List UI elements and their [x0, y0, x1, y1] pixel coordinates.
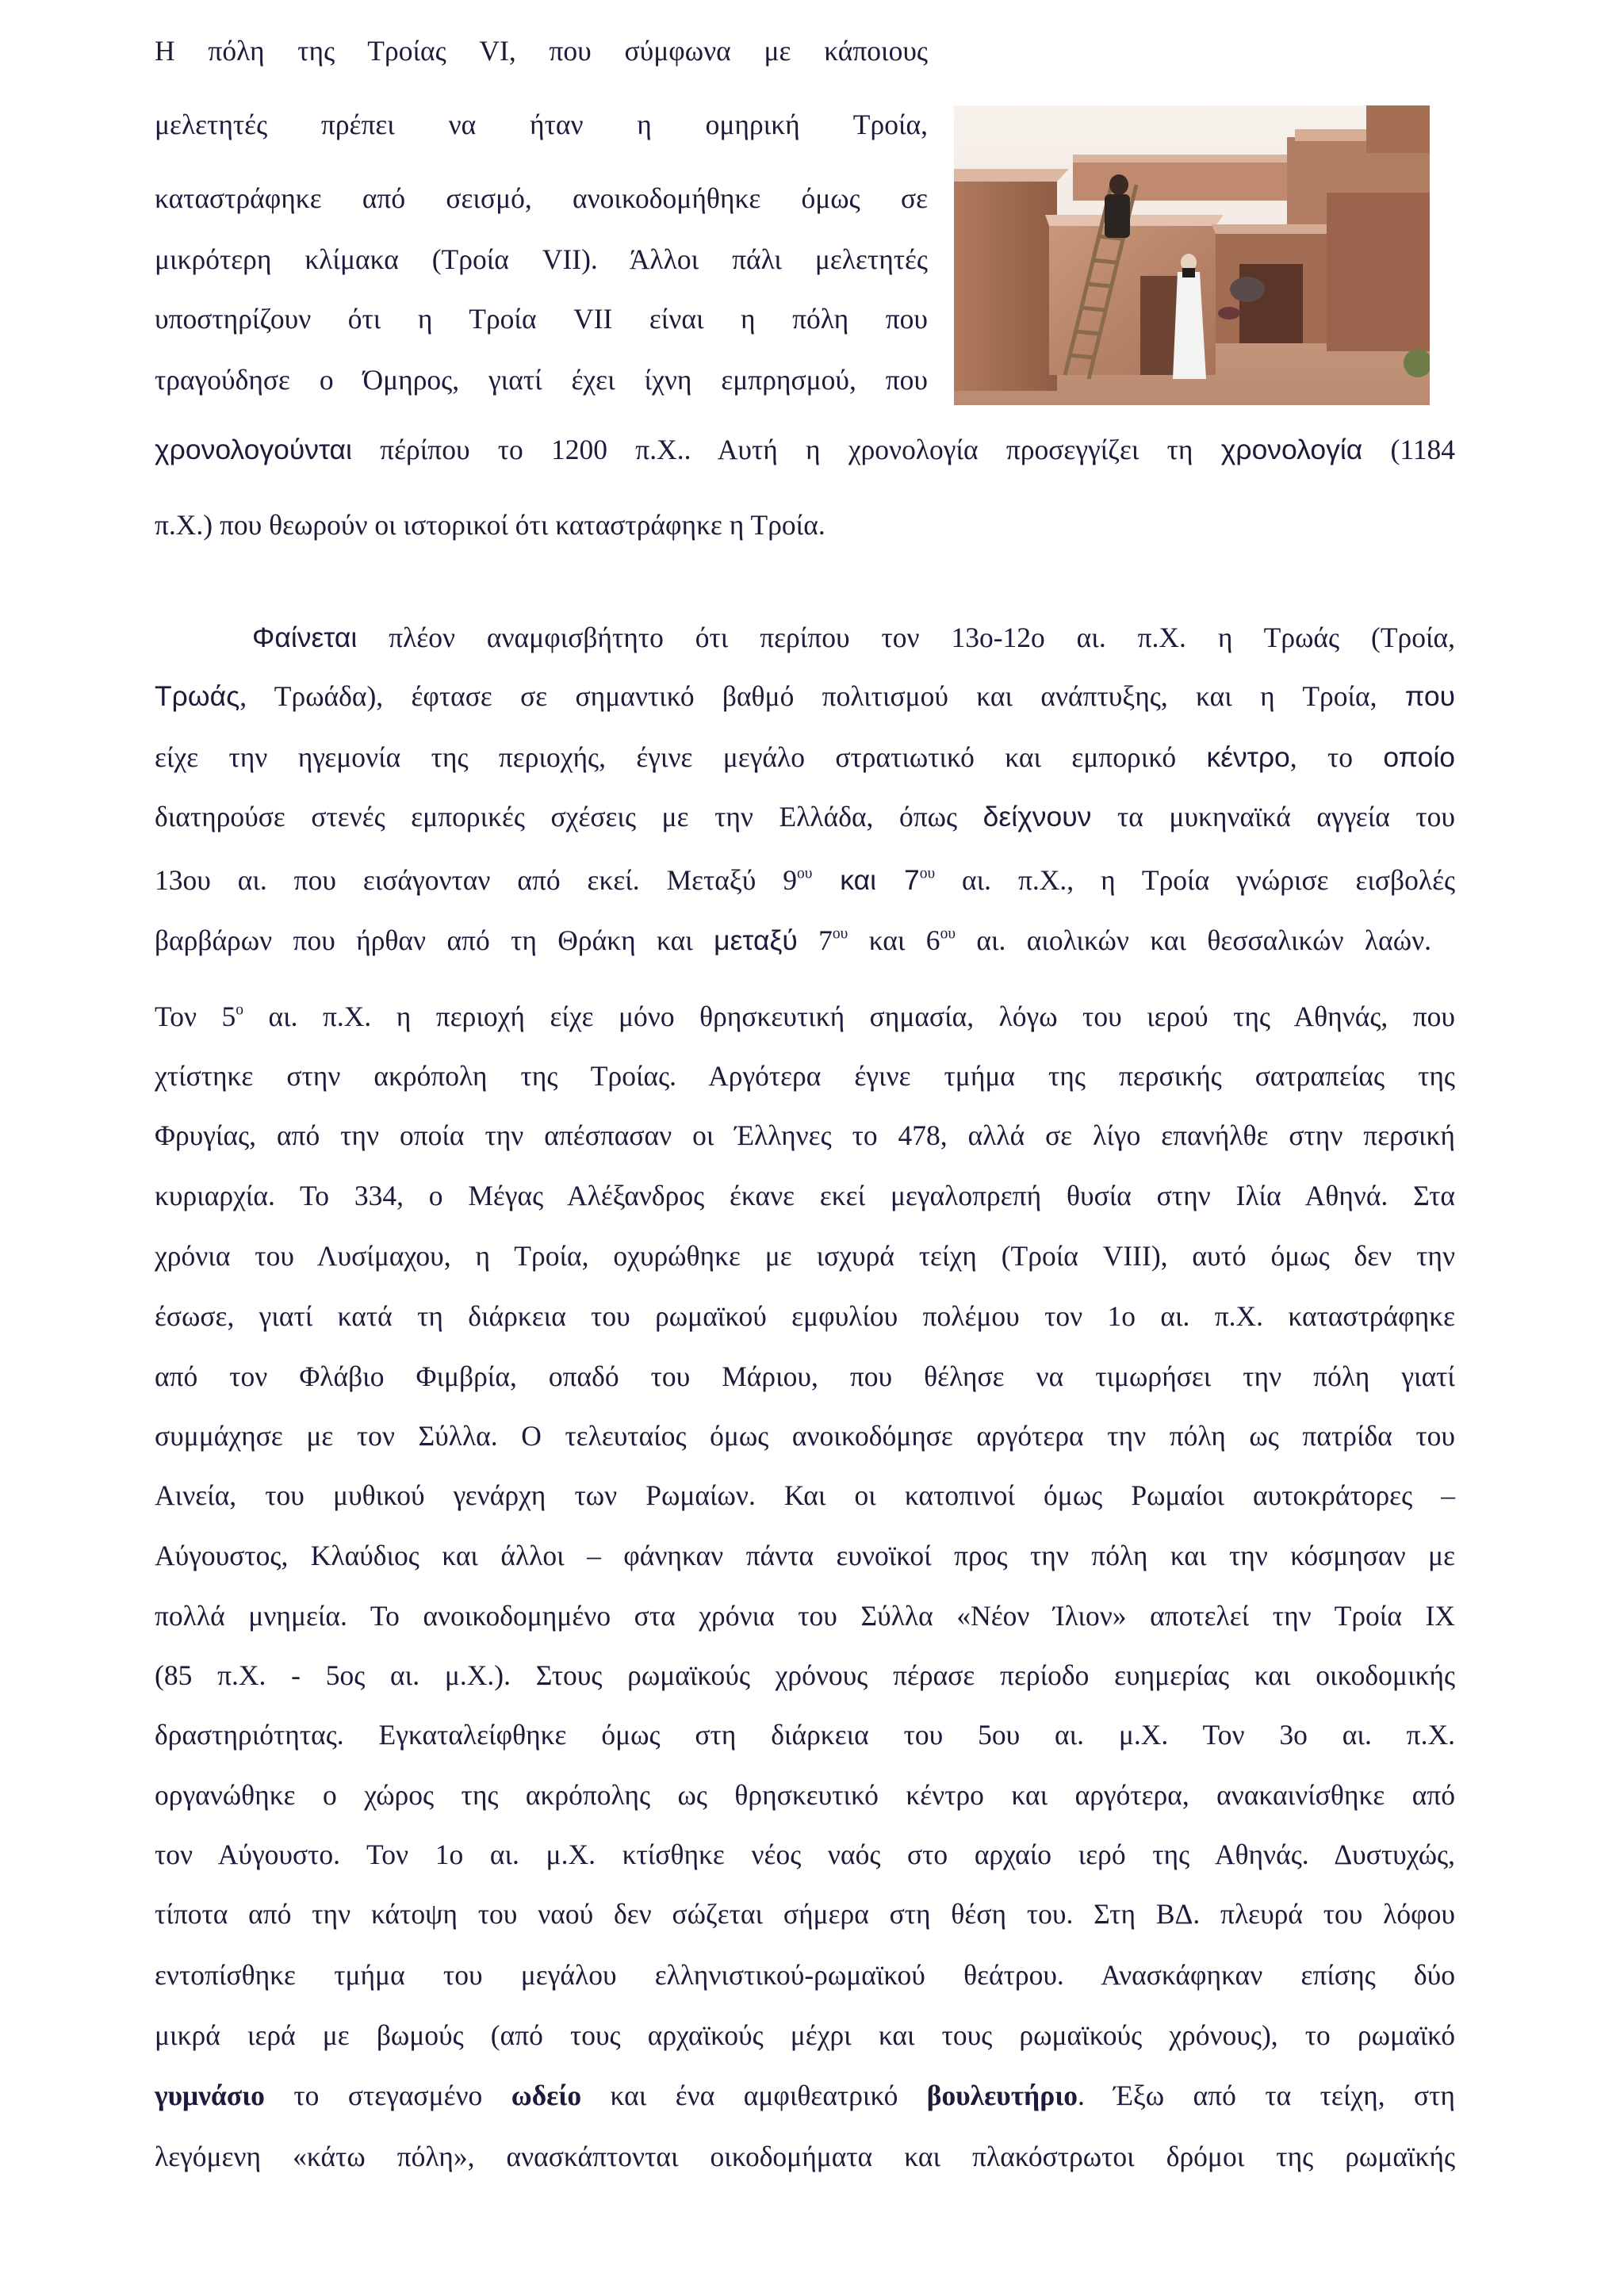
term-vouleftirio: βουλευτήριο — [926, 2080, 1078, 2111]
para2-line-6-g: αι. αιολικών και θεσσαλικών λαών. — [955, 924, 1432, 956]
para2-line-3-d: οποίο — [1383, 741, 1455, 773]
para1-line-7 — [155, 436, 1455, 465]
para2-line-3-c: , το — [1289, 741, 1384, 773]
para3-line-11: πολλά μνημεία. Το ανοικοδομημένο στα χρόνια του Σύλλα «Νέον Ίλιον» αποτελεί την Τροία IX — [155, 1600, 1455, 1632]
para2-line-4-c: τα μυκηναϊκά αγγεία του — [1091, 801, 1456, 832]
para3-line-13: δραστηριότητας. Εγκαταλείφθηκε όμως στη διάρκεια του 5ου αι. μ.Χ. Τον 3ο αι. π.Χ. — [155, 1719, 1455, 1751]
para2-line-6-c: 7 — [797, 924, 833, 956]
para2-line-5-sup-1: ου — [796, 865, 813, 882]
para1-line-2-text: μελετητές πρέπει να ήταν η ομηρική Τροία, — [155, 109, 928, 140]
para3-line-19-f: . Έξω από τα τείχη, στη — [1077, 2080, 1455, 2111]
para1-line-8: π.Χ.) που θεωρούν οι ιστορικοί ότι καταστράφηκε η Τροία. — [155, 509, 825, 541]
para1-line-4: μικρότερη κλίμακα (Τροία VII). Άλλοι πάλι μελετητές — [155, 243, 928, 275]
para2-line-2-c: που — [1404, 680, 1455, 712]
para3-line-19 — [155, 2082, 1455, 2110]
para3-line-15: τον Αύγουστο. Τον 1ο αι. μ.Χ. κτίσθηκε νέος ναός στο αρχαίο ιερό της Αθηνάς. Δυστυχώς, — [155, 1839, 1455, 1870]
para3-line-19-d: και ένα αμφιθεατρικό — [581, 2080, 927, 2111]
para2-line-2 — [155, 680, 1455, 712]
para2-line-6-e: και 6 — [848, 924, 940, 956]
para2-line-1-b: πλέον αναμφισβήτητο ότι περίπου τον 13ο-12ο αι. π.Χ. η Τρωάς (Τροία, — [357, 622, 1455, 653]
para3-line-17: εντοπίσθηκε τμήμα του μεγάλου ελληνιστικού-ρωμαϊκού θεάτρου. Ανασκάφηκαν επίσης δύο — [155, 1959, 1455, 1991]
troy-reconstruction-image — [954, 105, 1430, 405]
para1-line-3: καταστράφηκε από σεισμό, ανοικοδομήθηκε όμως σε — [155, 182, 928, 214]
para1-line-7-d: (1184 — [1362, 434, 1455, 465]
para2-line-4-b: δείχνουν — [982, 801, 1092, 832]
para3-line-19-b: το στεγασμένο — [264, 2080, 511, 2111]
para3-line-1-c: αι. π.Χ. η περιοχή είχε μόνο θρησκευτική σημασία, λόγω του ιερού της Αθηνάς, που — [243, 1001, 1455, 1032]
para2-line-6-b: μεταξύ — [714, 924, 798, 956]
para3-line-16: τίποτα από την κάτοψη του ναού δεν σώζεται σήμερα στη θέση του. Στη ΒΔ. πλευρά του λόφου — [155, 1898, 1455, 1930]
para1-line-2 — [155, 111, 928, 140]
para3-line-4: κυριαρχία. Το 334, ο Μέγας Αλέξανδρος έκανε εκεί μεγαλοπρεπή θυσία στην Ιλία Αθηνά. Στα — [155, 1180, 1455, 1211]
para3-line-20: λεγόμενη «κάτω πόλη», ανασκάπτονται οικοδομήματα και πλακόστρωτοι δρόμοι της ρωμαϊκής — [155, 2141, 1455, 2172]
para3-line-6: έσωσε, γιατί κατά τη διάρκεια του ρωμαϊκού εμφυλίου πολέμου τον 1ο αι. π.Χ. καταστράφηκε — [155, 1300, 1455, 1332]
para3-line-7: από τον Φλάβιο Φιμβρία, οπαδό του Μάριου, που θέλησε να τιμωρήσει την πόλη γιατί — [155, 1360, 1455, 1392]
para3-line-1-sup: ο — [236, 1001, 244, 1019]
para2-line-6 — [155, 924, 1432, 956]
term-odeio: ωδείο — [511, 2080, 582, 2111]
para3-line-3: Φρυγίας, από την οποία την απέσπασαν οι Έλληνες το 478, αλλά σε λίγο επανήλθε στην περσική — [155, 1119, 1455, 1151]
para2-line-6-sup-2: ου — [940, 925, 956, 943]
para3-line-1 — [155, 1003, 1455, 1031]
para1-line-7-b: πέρίπου το 1200 π.Χ.. Αυτή η χρονολογία προσεγγίζει τη — [351, 434, 1221, 465]
para2-line-5-f: αι. π.Χ., η Τροία γνώρισε εισβολές — [935, 864, 1456, 896]
para1-line-6: τραγούδησε ο Όμηρος, γιατί έχει ίχνη εμπρησμού, που — [155, 364, 928, 396]
para3-line-18: μικρά ιερά με βωμούς (από τους αρχαϊκούς μέχρι και τους ρωμαϊκούς χρόνους), το ρωμαϊκό — [155, 2019, 1455, 2051]
para2-line-1 — [252, 624, 1455, 652]
para1-line-7-a: χρονολογούνται — [155, 434, 352, 465]
para2-line-4-a: διατηρούσε στενές εμπορικές σχέσεις με την Ελλάδα, όπως — [155, 801, 983, 832]
para2-line-3-b: κέντρο — [1206, 741, 1290, 773]
para2-line-2-a: Τρωάς — [155, 680, 240, 712]
para1-line-5: υποστηρίζουν ότι η Τροία VII είναι η πόλη που — [155, 303, 928, 335]
para2-line-3-a: είχε την ηγεμονία της περιοχής, έγινε μεγάλο στρατιωτικό και εμπορικό — [155, 741, 1207, 773]
para2-line-5-sup-2: ου — [919, 865, 936, 882]
para2-line-6-a: βαρβάρων που ήρθαν από τη Θράκη και — [155, 924, 714, 956]
para2-line-3 — [155, 741, 1455, 773]
para3-line-10: Αύγουστος, Κλαύδιος και άλλοι – φάνηκαν πάντα ευνοϊκοί προς την πόλη και την κόσμησαν με — [155, 1540, 1455, 1571]
para2-line-6-sup-1: ου — [832, 925, 848, 943]
para3-line-1-a: Τον 5 — [155, 1001, 236, 1032]
term-gymnasio: γυμνάσιο — [155, 2080, 265, 2111]
para1-line-7-c: χρονολογία — [1220, 434, 1363, 465]
para2-line-5-c: και — [812, 864, 877, 896]
para2-line-5-d: 7 — [876, 864, 920, 896]
para3-line-5: χρόνια του Λυσίμαχου, η Τροία, οχυρώθηκε με ισχυρά τείχη (Τροία VIII), αυτό όμως δεν την — [155, 1240, 1455, 1272]
para2-line-5 — [155, 864, 1456, 896]
para3-line-12: (85 π.Χ. - 5ος αι. μ.Χ.). Στους ρωμαϊκούς χρόνους πέρασε περίοδο ευημερίας και οικοδομικής — [155, 1659, 1455, 1691]
troy-reconstruction-illustration — [954, 105, 1430, 405]
para2-line-2-b: , Τρωάδα), έφτασε σε σημαντικό βαθμό πολιτισμού και ανάπτυξης, και η Τροία, — [239, 680, 1405, 712]
para3-line-8: συμμάχησε με τον Σύλλα. Ο τελευταίος όμως ανοικοδόμησε αργότερα την πόλη ως πατρίδα του — [155, 1420, 1455, 1452]
para3-line-14: οργανώθηκε ο χώρος της ακρόπολης ως θρησκευτικό κέντρο και αργότερα, ανακαινίσθηκε από — [155, 1779, 1455, 1811]
para1-line-1: Η πόλη της Τροίας VI, που σύμφωνα με κάποιους — [155, 35, 928, 67]
para2-line-1-a: Φαίνεται — [252, 622, 358, 653]
para3-line-9: Αινεία, του μυθικού γενάρχη των Ρωμαίων. Και οι κατοπινοί όμως Ρωμαίοι αυτοκράτορες – — [155, 1479, 1455, 1511]
para2-line-4 — [155, 803, 1455, 832]
para2-line-5-a: 13ου αι. που εισάγονταν από εκεί. Μεταξύ 9 — [155, 864, 797, 896]
para3-line-2: χτίστηκε στην ακρόπολη της Τροίας. Αργότερα έγινε τμήμα της περσικής σατραπείας της — [155, 1060, 1455, 1092]
